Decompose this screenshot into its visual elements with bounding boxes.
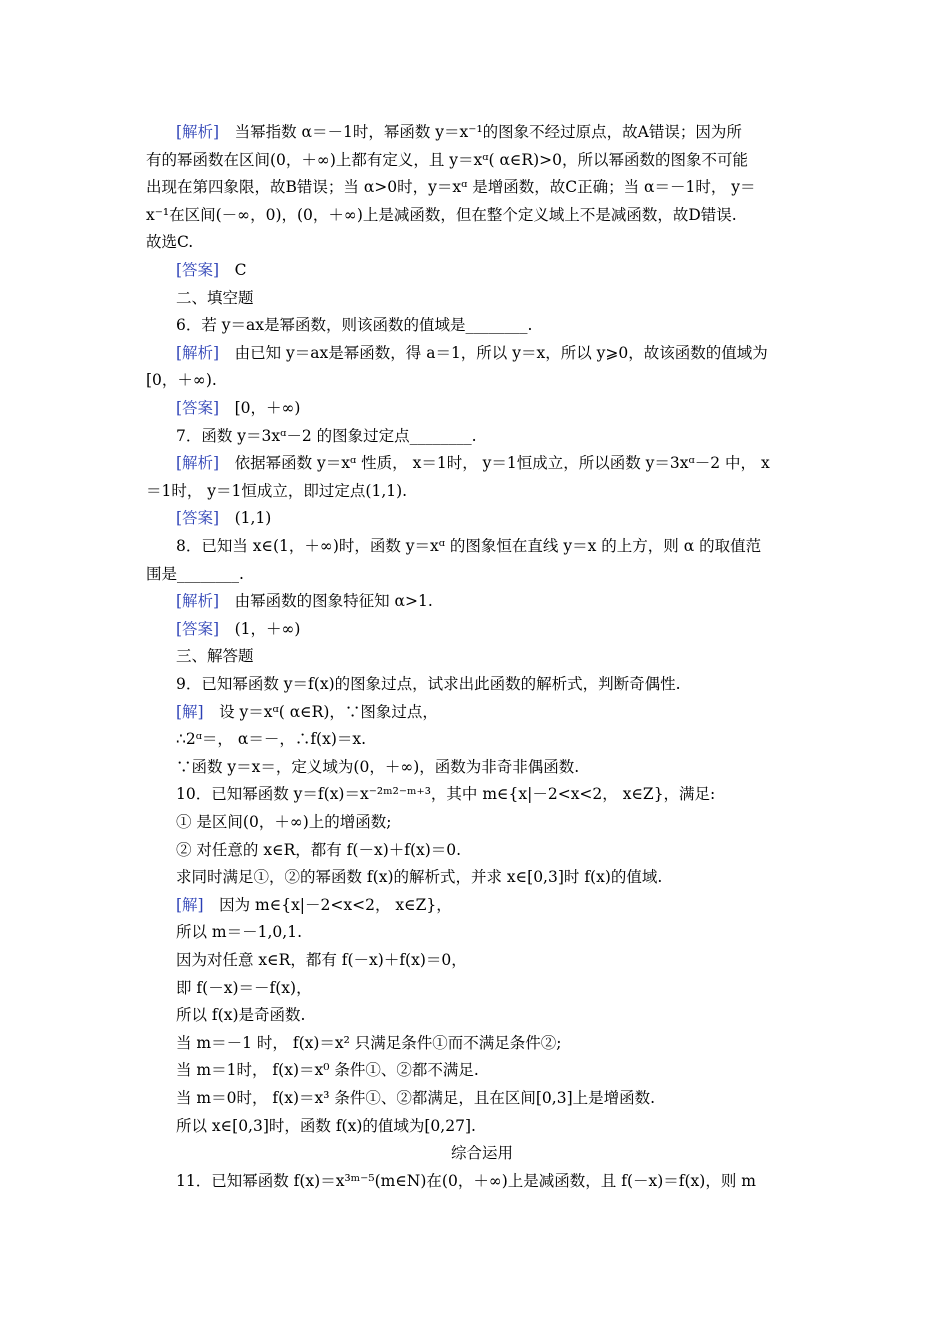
line-text: 由幂函数的图象特征知 α>1. <box>219 592 433 611</box>
text-line <box>176 1171 848 1191</box>
text-line <box>176 453 848 473</box>
text-line <box>146 481 818 501</box>
text-line <box>176 1033 848 1053</box>
text-line <box>176 978 848 998</box>
text-line <box>176 674 848 694</box>
line-text: [0，＋∞) <box>219 399 301 417</box>
text-line <box>176 895 848 915</box>
text-line <box>176 1088 848 1108</box>
line-text: 所以 f(x)是奇函数. <box>176 1006 306 1025</box>
text-line <box>176 646 848 666</box>
text-line <box>176 1116 848 1136</box>
line-text: 因为 m∈{x|－2<x<2， x∈Z}， <box>203 895 452 914</box>
line-text: 当 m＝－1 时， f(x)＝x² 只满足条件①而不满足条件②; <box>176 1033 562 1052</box>
text-line <box>176 315 848 335</box>
line-text: 当 m＝0时， f(x)＝x³ 条件①、②都满足，且在区间[0,3]上是增函数. <box>176 1089 656 1107</box>
text-line <box>176 398 848 418</box>
line-text: 由已知 y＝ax是幂函数，得 a＝1，所以 y＝x，所以 y⩾0，故该函数的值域为 <box>219 343 768 362</box>
text-line <box>176 260 848 280</box>
line-text: 即 f(－x)＝－f(x)， <box>176 978 312 997</box>
line-text: 7．函数 y＝3xᵅ－2 的图象过定点________. <box>176 426 477 445</box>
text-line <box>176 812 848 832</box>
label-tag: [答案] <box>176 509 220 528</box>
line-text: 二、填空题 <box>176 288 254 307</box>
label-tag: [解析] <box>176 343 220 362</box>
text-line <box>176 867 848 887</box>
text-line <box>146 177 818 197</box>
text-line <box>176 1005 848 1025</box>
line-text: C <box>219 261 247 279</box>
section-heading <box>146 1143 818 1163</box>
label-tag: [答案] <box>176 399 220 417</box>
line-text: 11．已知幂函数 f(x)＝x³ᵐ⁻⁵(m∈N)在(0，＋∞)上是减函数，且 f(－x)＝f(x)，则 m <box>176 1171 756 1190</box>
text-line <box>176 922 848 942</box>
text-line <box>176 1060 848 1080</box>
text-line <box>176 840 848 860</box>
line-text: x⁻¹在区间(－∞，0)，(0，＋∞)上是减函数，但在整个定义域上不是减函数，故D错误. <box>146 205 737 224</box>
text-line <box>176 591 848 611</box>
label-tag: [答案] <box>176 619 220 638</box>
label-tag: [答案] <box>176 261 220 279</box>
line-text: 6．若 y＝ax是幂函数，则该函数的值域是________. <box>176 316 533 335</box>
text-line <box>176 426 848 446</box>
line-text: 依据幂函数 y＝xᵅ 性质， x＝1时， y＝1恒成立，所以函数 y＝3xᵅ－2 中， x <box>219 454 770 473</box>
line-text: 故选C. <box>146 233 194 252</box>
line-text: 所以 x∈[0,3]时，函数 f(x)的值域为[0,27]. <box>176 1116 476 1135</box>
line-text: 当幂指数 α＝－1时，幂函数 y＝x⁻¹的图象不经过原点，故A错误；因为所 <box>219 123 742 141</box>
text-line <box>176 619 848 639</box>
text-line <box>176 288 848 308</box>
text-line <box>176 122 848 142</box>
text-line <box>176 729 848 749</box>
line-text: (1,1) <box>219 509 272 528</box>
line-text: [0，＋∞). <box>146 371 217 390</box>
line-text: ② 对任意的 x∈R，都有 f(－x)＋f(x)＝0. <box>176 840 462 859</box>
line-text: ∴2ᵅ＝， α＝－，∴f(x)＝x. <box>176 730 367 749</box>
text-line <box>176 757 848 777</box>
text-line <box>176 536 848 556</box>
text-line <box>176 343 848 363</box>
text-line <box>176 702 848 722</box>
line-text: 当 m＝1时， f(x)＝x⁰ 条件①、②都不满足. <box>176 1061 479 1080</box>
line-text: ∵函数 y＝x＝，定义域为(0，＋∞)，函数为非奇非偶函数. <box>176 757 580 776</box>
line-text: 所以 m＝－1,0,1. <box>176 923 302 942</box>
text-line <box>176 950 848 970</box>
line-text: 9．已知幂函数 y＝f(x)的图象过点，试求出此函数的解析式，判断奇偶性. <box>176 675 681 693</box>
line-text: 求同时满足①，②的幂函数 f(x)的解析式，并求 x∈[0,3]时 f(x)的值域. <box>176 868 663 887</box>
label-tag: [解析] <box>176 454 220 473</box>
line-text: 10．已知幂函数 y＝f(x)＝x⁻²ᵐ²⁻ᵐ⁺³，其中 m∈{x|－2<x<2， x∈Z}，满足: <box>176 785 716 804</box>
text-line <box>146 205 818 225</box>
label-tag: [解析] <box>176 123 220 141</box>
label-tag: [解] <box>176 702 204 721</box>
label-tag: [解析] <box>176 592 220 611</box>
line-text: 有的幂函数在区间(0，＋∞)上都有定义，且 y＝xᵅ( α∈R)>0，所以幂函数的图象不可能 <box>146 150 748 169</box>
label-tag: [解] <box>176 895 204 914</box>
line-text: 围是________. <box>146 564 244 583</box>
text-line <box>176 784 848 804</box>
line-text: 出现在第四象限，故B错误；当 α>0时，y＝xᵅ 是增函数，故C正确；当 α＝－1时， y＝ <box>146 178 756 197</box>
text-line <box>146 564 818 584</box>
text-line <box>146 232 818 252</box>
line-text: ① 是区间(0，＋∞)上的增函数; <box>176 813 392 831</box>
line-text: 因为对任意 x∈R，都有 f(－x)＋f(x)＝0， <box>176 951 467 969</box>
line-text: 8．已知当 x∈(1，＋∞)时，函数 y＝xᵅ 的图象恒在直线 y＝x 的上方，则 α 的取值范 <box>176 537 762 555</box>
text-line <box>176 508 848 528</box>
line-text: (1，＋∞) <box>219 619 301 638</box>
line-text: 综合运用 <box>450 1144 513 1163</box>
line-text: 设 y＝xᵅ( α∈R)，∵图象过点， <box>203 702 438 721</box>
text-line <box>146 150 818 170</box>
line-text: ＝1时， y＝1恒成立，即过定点(1,1). <box>146 481 408 500</box>
text-line <box>146 370 818 390</box>
line-text: 三、解答题 <box>176 647 254 666</box>
